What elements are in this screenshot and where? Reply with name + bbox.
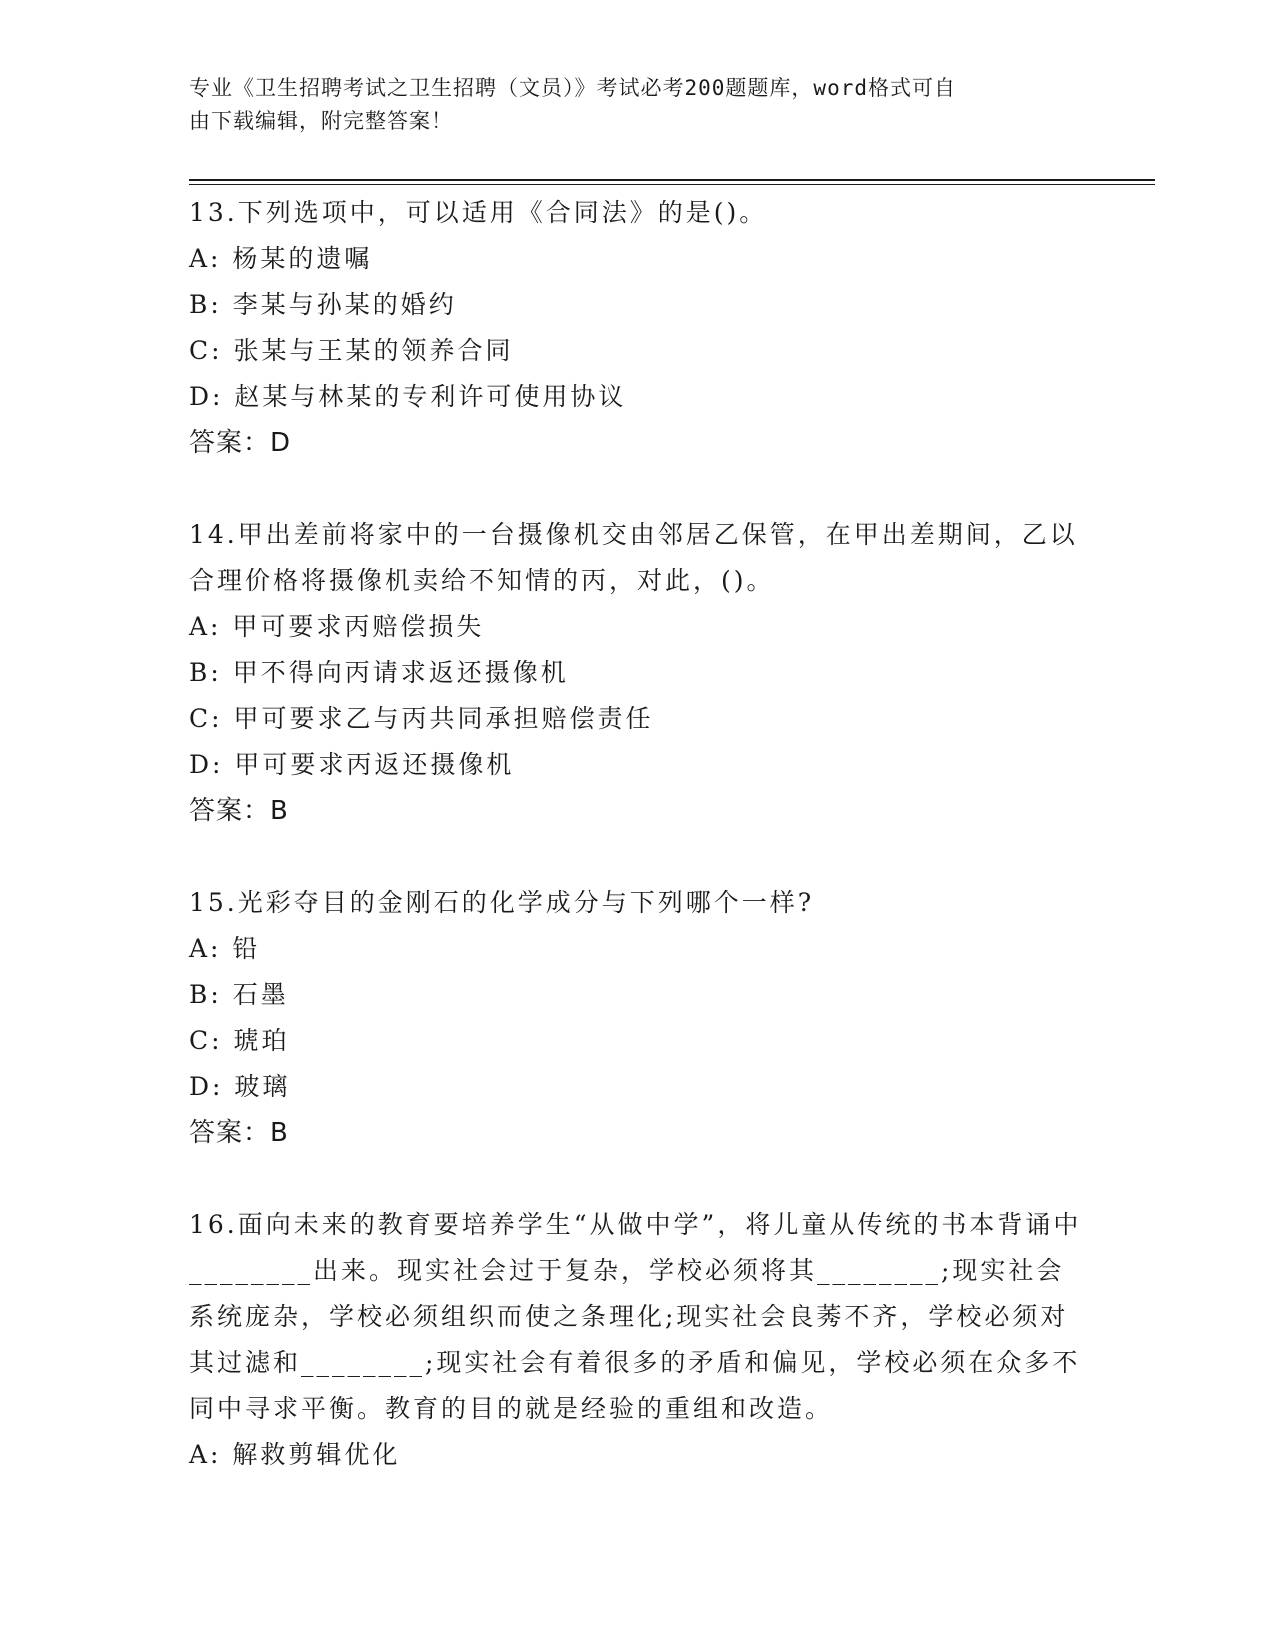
option-d: D: 甲可要求丙返还摄像机 [189,750,515,779]
option-b: B: 石墨 [189,980,289,1009]
option-b: B: 李某与孙某的婚约 [189,290,457,319]
question-text: 15.光彩夺目的金刚石的化学成分与下列哪个一样? [189,888,815,917]
question-16 [189,1202,1089,1478]
option-a: A: 解救剪辑优化 [189,1440,401,1469]
option-c: C: 张某与王某的领养合同 [189,336,514,365]
option-a: A: 杨某的遗嘱 [189,244,373,273]
option-c: C: 琥珀 [189,1026,290,1055]
option-c: C: 甲可要求乙与丙共同承担赔偿责任 [189,704,654,733]
question-list [189,190,1089,1524]
option-d: D: 玻璃 [189,1072,291,1101]
option-b: B: 甲不得向丙请求返还摄像机 [189,658,569,687]
option-a: A: 甲可要求丙赔偿损失 [189,612,485,641]
question-text: 14.甲出差前将家中的一台摄像机交由邻居乙保管，在甲出差期间，乙以合理价格将摄像机卖给不知情的丙，对此，()。 [189,520,1078,595]
document-header [189,72,1069,138]
question-text: 16.面向未来的教育要培养学生“从做中学”，将儿童从传统的书本背诵中________出来。现实社会过于复杂，学校必须将其________;现实社会系统庞杂，学校必须组织而使之条理化;现实社会良莠不齐，学校必须对其过滤和________;现实社会有着很多的矛盾和偏见，学校必须在众多不同中寻求平衡。教育的目的就是经验的重组和改造。 [189,1210,1082,1423]
answer-line: 答案：D [189,428,292,458]
question-text: 13.下列选项中，可以适用《合同法》的是()。 [189,198,768,227]
header-line-2: 由下载编辑，附完整答案！ [189,109,453,133]
question-14 [189,512,1089,834]
option-d: D: 赵某与林某的专利许可使用协议 [189,382,627,411]
option-a: A: 铅 [189,934,261,963]
question-13 [189,190,1089,466]
header-divider-thick [189,179,1155,181]
answer-line: 答案：B [189,1118,289,1148]
header-line-1: 专业《卫生招聘考试之卫生招聘（文员）》考试必考200题题库，word格式可自 [189,76,956,100]
answer-line: 答案：B [189,796,289,826]
question-15 [189,880,1089,1156]
header-divider-thin [189,184,1155,185]
